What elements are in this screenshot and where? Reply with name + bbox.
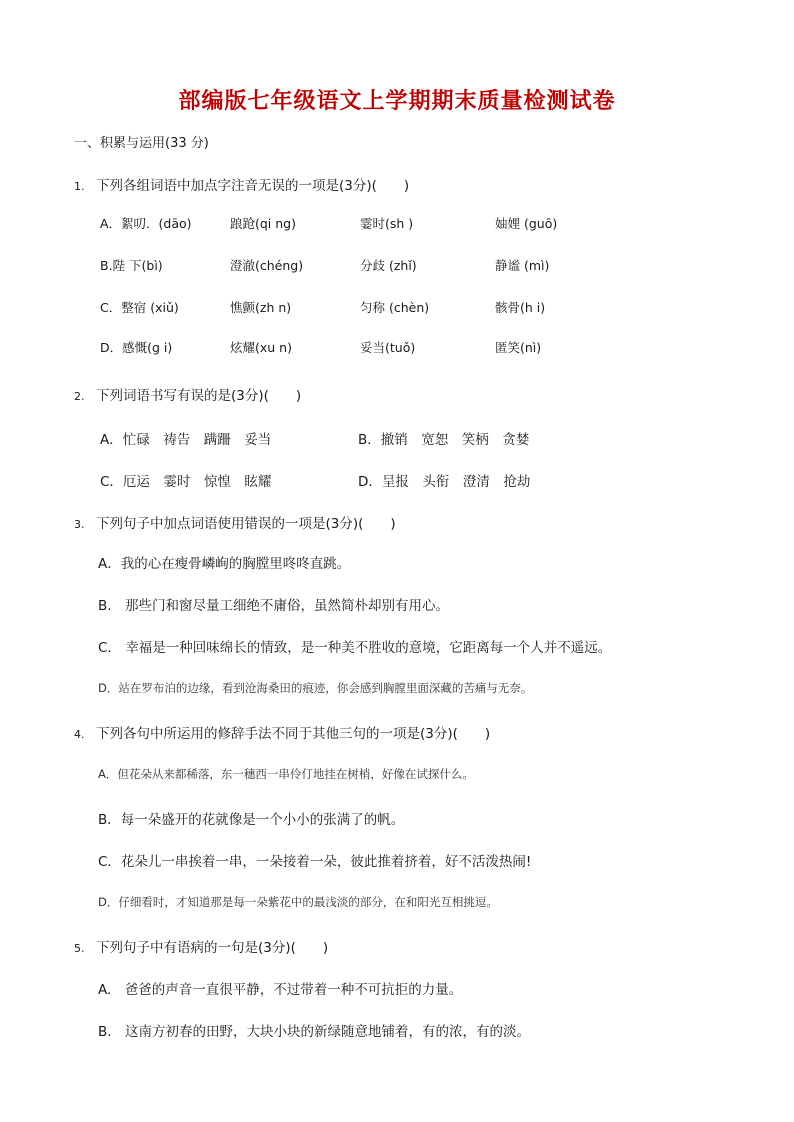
q2-option: C．厄运 霎时 惊惶 眩耀 bbox=[100, 474, 272, 490]
q4-option-a: A．但花朵从来都稀落，东一穗西一串伶仃地挂在树梢，好像在试探什么。 bbox=[98, 767, 474, 781]
q1-cell: A．絮叨．(dāo) bbox=[100, 216, 192, 231]
question-3 bbox=[74, 512, 396, 532]
q3-option-b: B. 那些门和窗尽量工细绝不庸俗，虽然简朴却别有用心。 bbox=[98, 598, 450, 614]
q2-option: D．呈报 头衔 澄清 抢劫 bbox=[358, 474, 531, 490]
q3-option-c: C. 幸福是一种回味绵长的情致，是一种美不胜收的意境，它距离每一个人并不遥远。 bbox=[98, 640, 612, 656]
section-heading: 一、积累与运用(33 分) bbox=[74, 136, 209, 151]
q1-cell: 澄澈(chéng) bbox=[230, 258, 304, 273]
q4-option-d: D．仔细看时，才知道那是每一朵紫花中的最浅淡的部分，在和阳光互相挑逗。 bbox=[98, 895, 498, 909]
q3-option-d: D．站在罗布泊的边缘，看到沧海桑田的痕迹，你会感到胸膛里面深藏的苦痛与无奈。 bbox=[98, 681, 533, 695]
question-number: 3. bbox=[74, 518, 85, 531]
question-text: 下列各组词语中加点字注音无误的一项是(3分)( ) bbox=[96, 178, 410, 194]
question-1 bbox=[74, 174, 409, 194]
q5-option-b: B. 这南方初春的田野，大块小块的新绿随意地铺着，有的浓，有的淡。 bbox=[98, 1024, 531, 1040]
q1-cell: 匀称 (chèn) bbox=[360, 300, 430, 315]
question-text: 下列词语书写有误的是(3分)( ) bbox=[96, 388, 302, 404]
question-number: 5. bbox=[74, 942, 85, 955]
q1-cell: 妥当(tuǒ) bbox=[360, 340, 416, 355]
q1-cell: 憔颤(zh n) bbox=[230, 300, 292, 315]
q4-option-c: C．花朵儿一串挨着一串，一朵接着一朵，彼此推着挤着，好不活泼热闹! bbox=[98, 854, 532, 870]
question-number: 4. bbox=[74, 728, 85, 741]
q1-cell: 骸骨(h i) bbox=[495, 300, 546, 315]
q4-option-b: B．每一朵盛开的花就像是一个小小的张满了的帆。 bbox=[98, 812, 405, 828]
page-title: 部编版七年级语文上学期期末质量检测试卷 bbox=[178, 89, 616, 114]
q1-cell: 踉跄(qi ng) bbox=[230, 216, 296, 231]
q2-option: B．撤销 宽恕 笑柄 贪婪 bbox=[358, 432, 530, 448]
q1-cell: C．整宿 (xiǔ) bbox=[100, 300, 179, 315]
q1-cell: B.陛 下(bì) bbox=[100, 258, 163, 273]
q1-cell: 炫耀(xu n) bbox=[230, 340, 292, 355]
q1-cell: 分歧 (zhǐ) bbox=[360, 258, 417, 273]
question-2 bbox=[74, 384, 301, 404]
q1-cell: 霎时(sh ) bbox=[360, 216, 414, 231]
q1-cell: 妯娌 (guō) bbox=[495, 216, 558, 231]
q3-option-a: A．我的心在瘦骨嶙峋的胸膛里咚咚直跳。 bbox=[98, 556, 351, 572]
q1-cell: 静谧 (mì) bbox=[495, 258, 550, 273]
question-4 bbox=[74, 722, 490, 742]
q2-option: A．忙碌 祷告 蹒跚 妥当 bbox=[100, 432, 272, 448]
question-text: 下列句子中加点词语使用错误的一项是(3分)( ) bbox=[96, 516, 396, 532]
question-text: 下列各句中所运用的修辞手法不同于其他三句的一项是(3分)( ) bbox=[96, 726, 491, 742]
q5-option-a: A. 爸爸的声音一直很平静，不过带着一种不可抗拒的力量。 bbox=[98, 982, 463, 998]
question-number: 1. bbox=[74, 180, 85, 193]
question-text: 下列句子中有语病的一句是(3分)( ) bbox=[96, 940, 329, 956]
q1-cell: D．感慨(g i) bbox=[100, 340, 173, 355]
question-number: 2. bbox=[74, 390, 85, 403]
q1-cell: 匿笑(nì) bbox=[495, 340, 542, 355]
question-5 bbox=[74, 936, 328, 956]
